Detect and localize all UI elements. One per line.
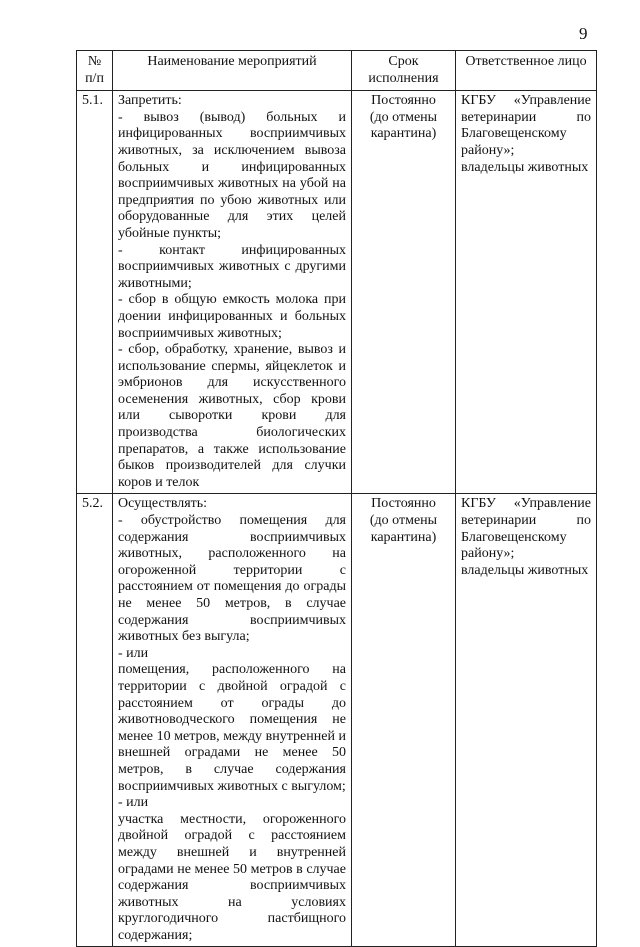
responsible-paragraph: КГБУ «Управление ветеринарии по Благовещенскому району»; [461, 496, 591, 562]
term-cell [352, 494, 456, 947]
term-line: карантина) [370, 529, 437, 545]
measure-paragraph: участка местности, огороженного двойной оградой с расстоянием между внешней и внутренней оградами не менее 50 метров в случае содержания восприимчивых животных на условиях круглогодичного пастбищного содержания; [118, 811, 346, 943]
header-term: Срок исполнения [352, 51, 456, 91]
term-line: (до отмены [369, 109, 438, 125]
measure-paragraph: - или [118, 645, 149, 661]
measures-table [76, 50, 597, 947]
measure-paragraph: - или [118, 795, 149, 811]
responsible-paragraph: владельцы животных [461, 159, 589, 175]
measure-paragraph: - обустройство помещения для содержания восприимчивых животных, расположенного на огороженной территории с расстоянием от помещения до ограды не менее 50 метров, в случае содержания восприимчивых животных без выгула; [118, 513, 346, 645]
measure-text [113, 494, 352, 947]
measure-text [113, 91, 352, 494]
header-num: № п/п [77, 51, 113, 91]
responsible-cell [456, 91, 597, 494]
row-number: 5.1. [77, 91, 113, 494]
row-number: 5.2. [77, 494, 113, 947]
measure-paragraph: Осуществлять: [118, 496, 208, 512]
term-line: карантина) [370, 126, 437, 142]
table-row [77, 91, 597, 494]
page-number: 9 [579, 24, 588, 43]
responsible-paragraph: владельцы животных [461, 562, 589, 578]
responsible-cell [456, 494, 597, 947]
measure-paragraph: - вывоз (вывод) больных и инфицированных восприимчивых животных, за исключением вывоза больных и инфицированных восприимчивых животных на убой на предприятия по убою животных или оборудованные для этих целей убойные пункты; [118, 109, 346, 241]
table-row [77, 494, 597, 947]
term-line: Постоянно [371, 496, 436, 512]
header-name: Наименование мероприятий [113, 51, 352, 91]
term-line: (до отмены [369, 513, 438, 529]
responsible-paragraph: КГБУ «Управление ветеринарии по Благовещенскому району»; [461, 93, 591, 158]
measure-paragraph: помещения, расположенного на территории с двойной оградой с расстоянием от ограды до животноводческого помещения не менее 10 метров, между внутренней и внешней оградами не менее 50 метров, в случае содержания восприимчивых животных с выгулом; [118, 662, 346, 794]
table-header-row [77, 51, 597, 91]
header-responsible: Ответственное лицо [456, 51, 597, 91]
measure-paragraph: - сбор, обработку, хранение, вывоз и использование спермы, яйцеклеток и эмбрионов для искусственного осеменения животных, сбор крови или сыворотки крови для производства биологических препаратов, а также использование быков производителей для случки коров и телок [118, 342, 346, 490]
term-line: Постоянно [371, 93, 436, 109]
measure-paragraph: Запретить: [118, 93, 182, 109]
measure-paragraph: - контакт инфицированных восприимчивых животных с другими животными; [118, 242, 346, 291]
measure-paragraph: - сбор в общую емкость молока при доении инфицированных и больных восприимчивых животных; [118, 292, 346, 341]
term-cell [352, 91, 456, 494]
